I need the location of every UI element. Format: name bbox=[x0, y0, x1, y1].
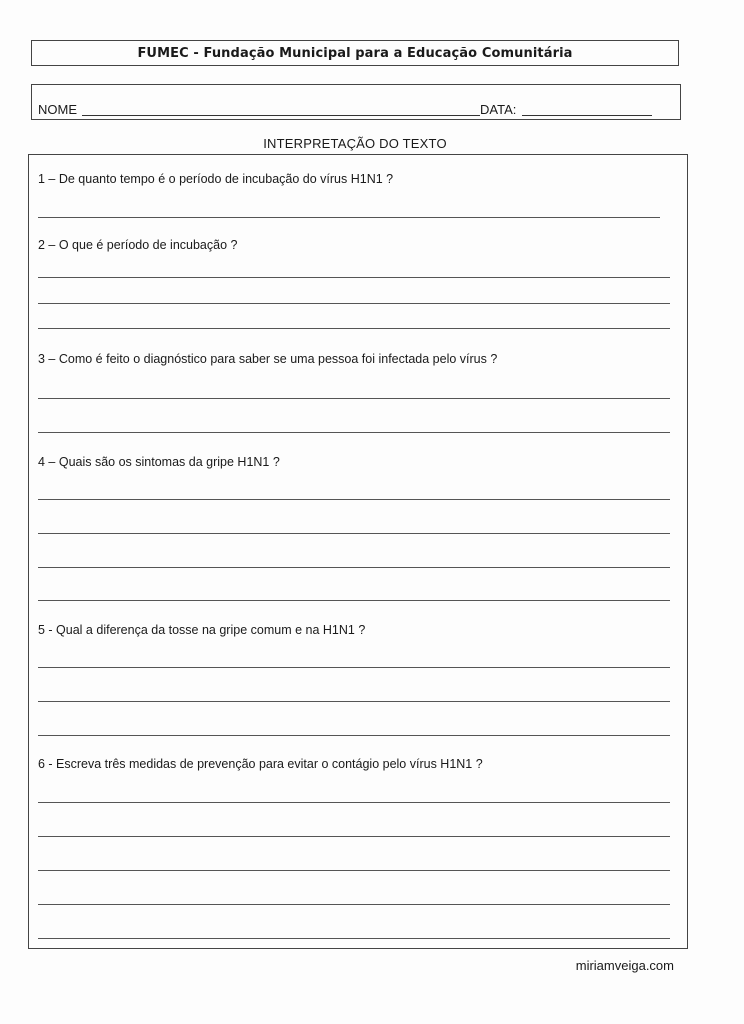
answer-line[interactable] bbox=[38, 398, 670, 399]
section-subtitle: INTERPRETAÇÃO DO TEXTO bbox=[263, 136, 447, 151]
answer-line[interactable] bbox=[38, 303, 670, 304]
question-5: 5 - Qual a diferença da tosse na gripe comum e na H1N1 ? bbox=[38, 623, 366, 637]
date-label: DATA: bbox=[480, 102, 517, 117]
footer-source: miriamveiga.com bbox=[575, 958, 674, 973]
answer-line[interactable] bbox=[38, 870, 670, 871]
question-2: 2 – O que é período de incubação ? bbox=[38, 238, 238, 252]
question-6: 6 - Escreva três medidas de prevenção para evitar o contágio pelo vírus H1N1 ? bbox=[38, 757, 483, 771]
student-info-box bbox=[31, 84, 681, 120]
answer-line[interactable] bbox=[38, 217, 660, 218]
answer-line[interactable] bbox=[38, 533, 670, 534]
date-field-line[interactable] bbox=[522, 115, 652, 116]
answer-line[interactable] bbox=[38, 600, 670, 601]
answer-line[interactable] bbox=[38, 701, 670, 702]
question-3: 3 – Como é feito o diagnóstico para saber se uma pessoa foi infectada pelo vírus ? bbox=[38, 352, 498, 366]
answer-line[interactable] bbox=[38, 904, 670, 905]
answer-line[interactable] bbox=[38, 735, 670, 736]
answer-line[interactable] bbox=[38, 836, 670, 837]
answer-line[interactable] bbox=[38, 328, 670, 329]
answer-line[interactable] bbox=[38, 567, 670, 568]
question-4: 4 – Quais são os sintomas da gripe H1N1 ? bbox=[38, 455, 280, 469]
answer-line[interactable] bbox=[38, 667, 670, 668]
answer-line[interactable] bbox=[38, 499, 670, 500]
name-label: NOME bbox=[38, 102, 77, 117]
name-field-line[interactable] bbox=[82, 115, 480, 116]
answer-line[interactable] bbox=[38, 432, 670, 433]
answer-line[interactable] bbox=[38, 938, 670, 939]
header-title: FUMEC - Fundação Municipal para a Educação Comunitária bbox=[137, 45, 573, 61]
answer-line[interactable] bbox=[38, 277, 670, 278]
answer-line[interactable] bbox=[38, 802, 670, 803]
header-title-box bbox=[31, 40, 679, 66]
questions-box bbox=[28, 154, 688, 949]
question-1: 1 – De quanto tempo é o período de incubação do vírus H1N1 ? bbox=[38, 172, 394, 186]
